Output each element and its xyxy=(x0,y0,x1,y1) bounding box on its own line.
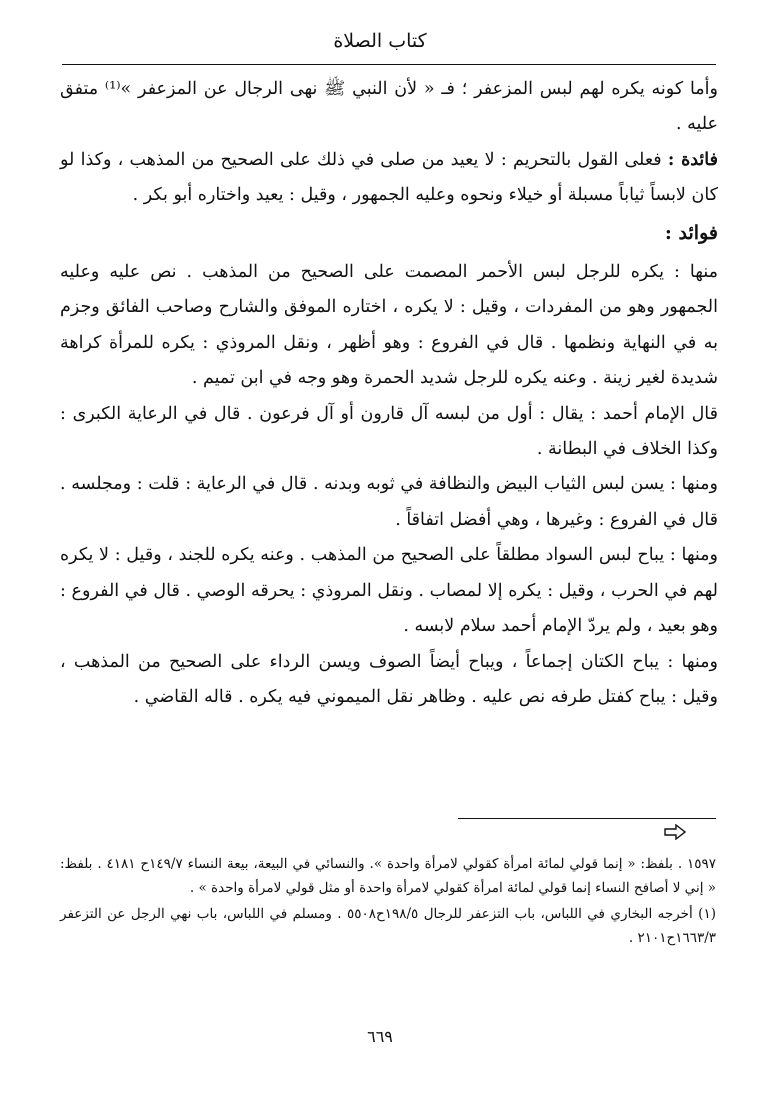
footnote-1: (١) أخرجه البخاري في اللباس، باب التزعفر للرجال ١٩٨/٥ح٥٥٠٨ . ومسلم في اللباس، باب نهي الرجل عن التزعفر ١٦٦٣/٣ح٢١٠١ . xyxy=(60,906,716,946)
main-text xyxy=(60,72,718,715)
header-rule xyxy=(62,64,716,65)
benefit-item-2: قال الإمام أحمد : يقال : أول من لبسه آل قارون أو آل فرعون . قال في الرعاية الكبرى : وكذا الخلاف في البطانة . xyxy=(60,403,718,460)
benefit-item-4: ومنها : يباح لبس السواد مطلقاً على الصحيح من المذهب . وعنه يكره للجند ، وقيل : لا يكره لهم في الحرب ، وقيل : يكره إلا لمصاب . ونقل المروذي : يحرقه الوصي . قال في الفروع : وهو بعيد ، ولم يردّ الإمام أحمد سلام لابسه . xyxy=(60,545,718,637)
benefit-item-5: ومنها : يباح الكتان إجماعاً ، ويباح أيضاً الصوف ويسن الرداء على الصحيح من المذهب ، وقيل : يباح كفتل طرفه نص عليه . وظاهر نقل الميموني فيه يكره . قاله القاضي . xyxy=(60,651,718,707)
benefit-label: فائدة : xyxy=(667,149,719,170)
benefit-item-1: منها : يكره للرجل لبس الأحمر المصمت على الصحيح من المذهب . نص عليه وعليه الجمهور وهو من المفردات ، وقيل : لا يكره ، اختاره الموفق والشارح وصاحب الفائق وجزم به في النهاية ونظمها . قال في الفروع : وهو أظهر ، ونقل المروذي : يكره للمرأة كراهة شديدة لغير زينة . وعنه يكره للرجل شديد الحمرة وهو وجه في ابن تميم . xyxy=(60,262,718,389)
page-number: ٦٦٩ xyxy=(367,1027,393,1046)
benefit-text: فعلى القول بالتحريم : لا يعيد من صلى في ذلك على الصحيح من المذهب ، وكذا لو كان لابساً ثياباً مسبلة أو خيلاء ونحوه وعليه الجمهور ، وقيل : يعيد واختاره أبو بكر . xyxy=(60,149,718,206)
paragraph-benefit xyxy=(60,143,718,214)
paragraph-intro: وأما كونه يكره لهم لبس المزعفر ؛ فـ « لأن النبي ﷺ نهى الرجال عن المزعفر »⁽¹⁾ متفق عليه . xyxy=(60,79,718,135)
section-title: فوائد : xyxy=(664,221,718,244)
footnote-continuation: ١٥٩٧ . بلفظ: « إنما قولي لمائة امرأة كقولي لامرأة واحدة ». والنسائي في البيعة، بيعة النساء ١٤٩/٧ح ٤١٨١ . بلفظ: « إني لا أصافح النساء إنما قولي لمائة امرأة كقولي لامرأة واحدة أو مثل قولي لامرأة واحدة » . xyxy=(60,856,717,896)
benefit-item-3: ومنها : يسن لبس الثياب البيض والنظافة في ثوبه وبدنه . قال في الرعاية : قلت : ومجلسه . قال في الفروع : وغيرها ، وهي أفضل اتفاقاً . xyxy=(60,474,718,530)
continuation-arrow-icon xyxy=(664,822,686,844)
footnote-separator xyxy=(458,818,716,819)
running-title: كتاب الصلاة xyxy=(333,30,427,52)
footnotes xyxy=(60,852,716,952)
